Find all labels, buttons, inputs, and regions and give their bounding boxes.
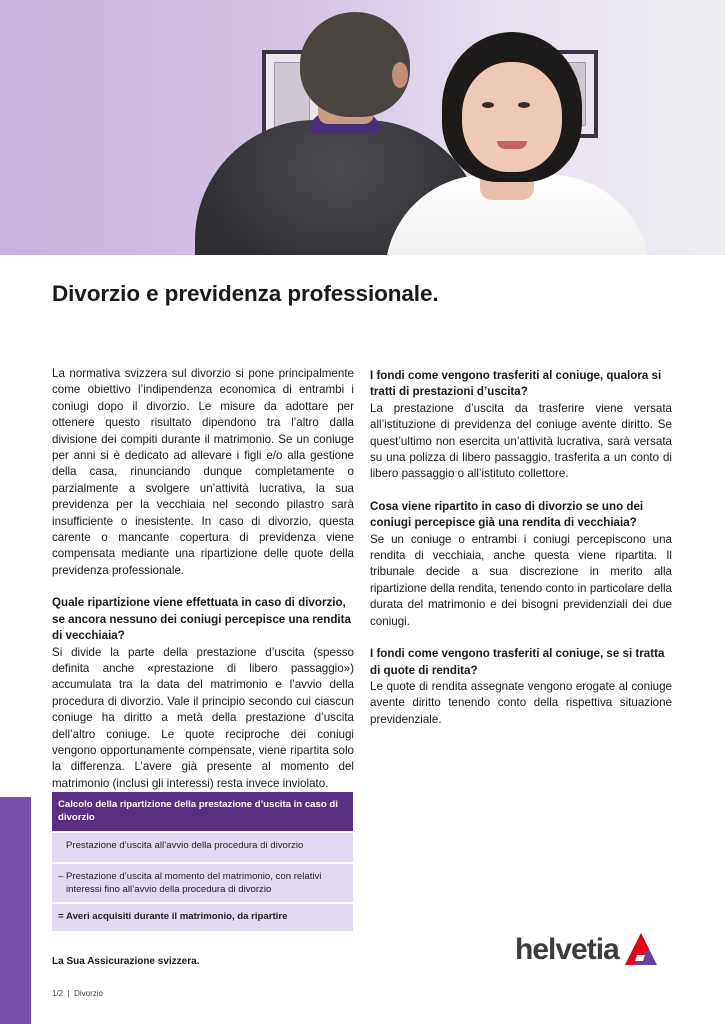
left-column <box>52 366 354 792</box>
calculation-row <box>52 862 353 902</box>
calculation-row-text: Prestazione d’uscita all’avvio della procedura di divorzio <box>66 840 304 851</box>
page-title: Divorzio e previdenza professionale. <box>52 281 439 306</box>
calculation-row-text: Prestazione d’uscita al momento del matrimonio, con relativi interessi fino all’avvio della procedura di divorzio <box>66 871 322 895</box>
answer-paragraph: Si divide la parte della prestazione d’uscita (spesso definita anche «prestazione di libero passaggio») accumulata tra la data del matrimonio e l’avvio della procedura di divorzio. Vale il principio secondo cui ciascun coniuge ha diritto a metà della prestazione d’uscita dell’altro coniuge. Le quote reciproche dei coniugi vengono opportunamente compensate, viene ripartita solo la differenza. L’avere già presente al momento del matrimonio (inclusi gli interessi) resta invece inviolato. <box>52 645 354 790</box>
answer-paragraph: Le quote di rendita assegnate vengono erogate al coniuge avente diritto tenendo conto della rispettiva situazione previdenziale. <box>370 679 672 726</box>
calculation-result-row <box>52 902 353 931</box>
tagline: La Sua Assicurazione svizzera. <box>52 956 200 967</box>
woman-face <box>462 62 562 172</box>
helvetia-triangle-icon <box>623 931 659 967</box>
side-accent-bar <box>0 797 31 1024</box>
equals-symbol: = <box>58 911 64 922</box>
answer-paragraph: La prestazione d’uscita da trasferire viene versata all’istituzione di previdenza del coniuge avente diritto. Se quest’ultimo non esercita un’attività lucrativa, sarà versata su una polizza di libero passaggio, trasferita a un conto di libero passaggio o all’istituto collettore. <box>370 401 672 481</box>
answer-paragraph: Se un coniuge o entrambi i coniugi percepiscono una rendita di vecchiaia, anche questa viene ripartita. Il tribunale decide a sua discrezione in merito alla ripartizione della rendita, tenendo conto in particolare della durata del matrimonio e dei bisogni previdenziali dei due coniugi. <box>370 532 672 628</box>
hero-photo <box>0 0 725 255</box>
right-column <box>370 368 672 728</box>
question-heading: I fondi come vengono trasferiti al coniuge, qualora si tratti di prestazioni d’uscita? <box>370 369 662 399</box>
question-heading: Quale ripartizione viene effettuata in caso di divorzio, se ancora nessuno dei coniugi percepisce una rendita di vecchiaia? <box>52 596 351 643</box>
calculation-box <box>52 792 353 931</box>
helvetia-logo <box>515 932 659 968</box>
page-footer: 1/2 | Divorzio <box>52 989 103 998</box>
calculation-result-text: Averi acquisiti durante il matrimonio, da ripartire <box>66 911 288 922</box>
calculation-row <box>52 831 353 862</box>
man-head <box>300 12 410 117</box>
question-heading: Cosa viene ripartito in caso di divorzio se uno dei coniugi percepisce già una rendita di vecchiaia? <box>370 499 644 530</box>
logo-wordmark: helvetia <box>515 933 619 966</box>
question-heading: I fondi come vengono trasferiti al coniuge, se si tratta di quote di rendita? <box>370 647 665 677</box>
calculation-box-header: Calcolo della ripartizione della prestazione d’uscita in caso di divorzio <box>52 792 353 831</box>
minus-symbol: – <box>58 871 64 882</box>
intro-paragraph: La normativa svizzera sul divorzio si pone principalmente come obiettivo l’indipendenza economica di entrambi i coniugi dopo il divorzio. Le misure da adottare per ottenere questo risultato dipendono tra l’altro dalla divisione dei compiti durante il matrimonio. Se un coniuge per anni si è dedicato ad allevare i figli e/o alla gestione della casa, rinunciando dunque completamente o parzialmente a svolgere un’attività lucrativa, la sua previdenza per la vecchiaia nel secondo pilastro sarà insufficiente o inesistente. In caso di divorzio, questa carente o mancante copertura di previdenza viene compensata mediante una ripartizione delle quote della previdenza professionale. <box>52 367 354 577</box>
